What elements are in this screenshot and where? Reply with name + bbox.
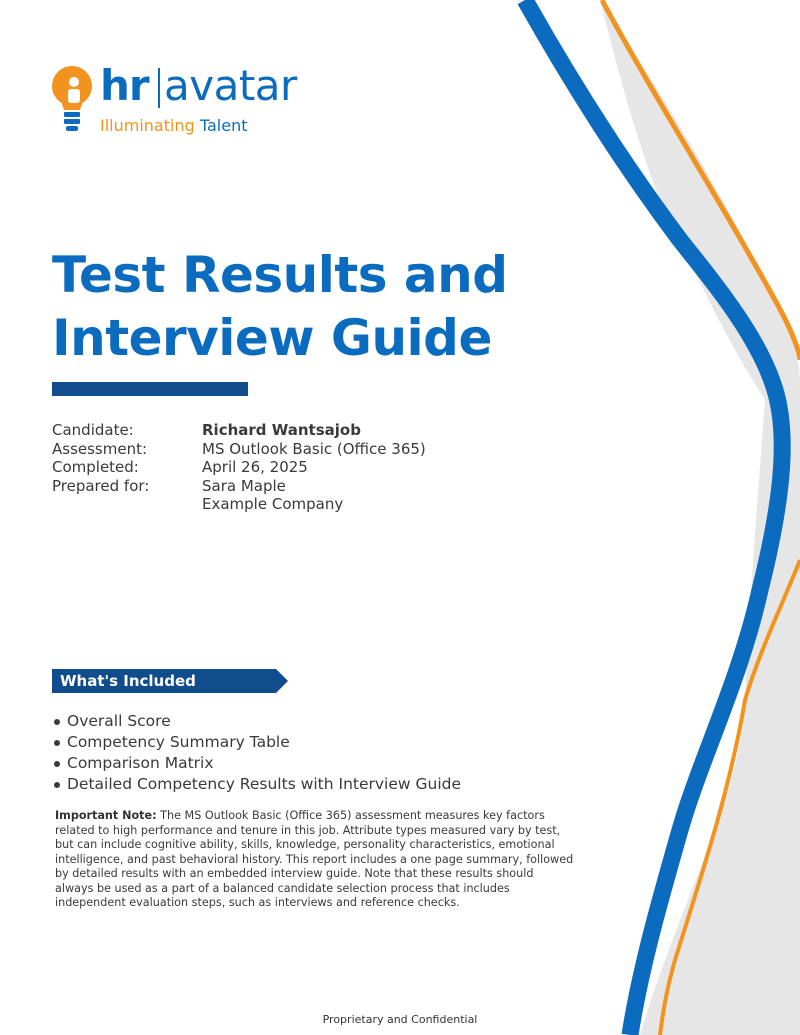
list-item (54, 711, 461, 732)
completed-row (52, 458, 426, 477)
list-item-label: Detailed Competency Results with Interview Guide (67, 775, 462, 793)
bullet-icon (54, 719, 60, 725)
candidate-label: Candidate: (52, 421, 134, 439)
bullet-icon (54, 761, 60, 767)
candidate-info (52, 421, 426, 514)
assessment-label: Assessment: (52, 439, 148, 458)
page-footer: Proprietary and Confidential (322, 1013, 478, 1026)
assessment-row (52, 440, 426, 459)
page-title: Test Results and Interview Guide (52, 246, 508, 367)
completed-date: April 26, 2025 (202, 458, 308, 476)
prepared-for-name: Sara Maple (202, 476, 286, 495)
important-note (55, 809, 575, 911)
company-name: Example Company (202, 495, 344, 513)
logo-divider (158, 68, 160, 108)
candidate-row (52, 421, 426, 440)
title-underline (52, 382, 248, 396)
list-item (54, 732, 461, 753)
candidate-name: Richard Wantsajob (202, 421, 361, 439)
list-item-label: Comparison Matrix (67, 754, 214, 772)
tagline-talent: Talent (199, 116, 248, 135)
logo-avatar-text: avatar (164, 61, 297, 110)
bullet-icon (54, 740, 60, 746)
important-note-text: The MS Outlook Basic (Office 365) assessment measures key factors related to high performance and tenure in this job. Attribute types measured vary by test, but can include cognitive ability, skills, knowledge, personality characteristics, emotional intelligence, and past behavioral history. This report includes a one page summary, followed by detailed results with an embedded interview guide. Note that these results should always be used as a part of a balanced candidate selection process that includes independent evaluation steps, such as interviews and reference checks. (55, 809, 574, 909)
assessment-name: MS Outlook Basic (Office 365) (202, 439, 426, 458)
whats-included-heading: What's Included (60, 672, 196, 690)
hr-avatar-logo (50, 60, 310, 140)
list-item (54, 774, 461, 795)
tagline-illuminating: Illuminating (100, 116, 195, 135)
list-item (54, 753, 461, 774)
included-list (54, 711, 461, 795)
completed-label: Completed: (52, 458, 139, 476)
logo-hr-text: hr (100, 61, 149, 110)
logo-tagline (100, 116, 247, 136)
prepared-label: Prepared for: (52, 476, 150, 495)
lightbulb-person-icon (50, 64, 96, 136)
bullet-icon (54, 782, 60, 788)
company-row (52, 495, 426, 514)
prepared-row (52, 477, 426, 496)
whats-included-banner (52, 669, 288, 693)
list-item-label: Overall Score (67, 712, 171, 730)
list-item-label: Competency Summary Table (67, 733, 290, 751)
important-note-label: Important Note: (55, 809, 157, 822)
